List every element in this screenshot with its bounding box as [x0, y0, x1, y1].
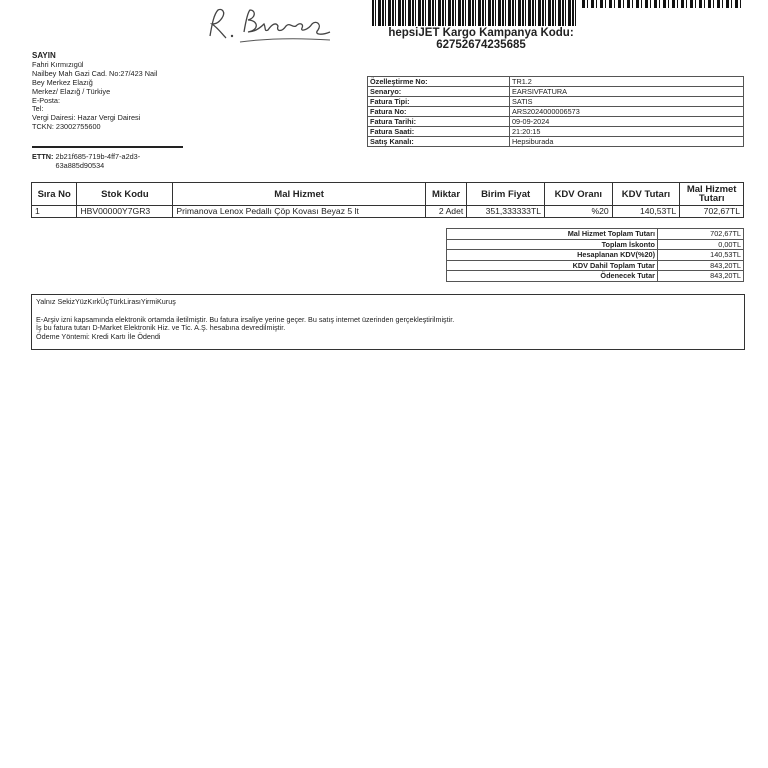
signature — [200, 2, 340, 50]
cell-miktar: 2 Adet — [425, 206, 466, 218]
meta-key: Fatura No: — [368, 107, 510, 117]
invoice-meta-table — [367, 76, 744, 147]
totals-table — [446, 228, 744, 282]
kargo-code: 62752674235685 — [436, 39, 526, 51]
table-row — [32, 206, 744, 218]
qr-code — [582, 0, 744, 8]
ettn — [32, 152, 140, 170]
meta-value: EARSIVFATURA — [510, 87, 744, 97]
buyer-email: E-Posta: — [32, 95, 60, 105]
col-kdv-tutari: KDV Tutarı — [612, 183, 680, 206]
col-sira-no: Sıra No — [32, 183, 77, 206]
items-header-row — [32, 183, 744, 206]
meta-value: 21:20:15 — [510, 127, 744, 137]
meta-row — [368, 137, 744, 147]
meta-row — [368, 97, 744, 107]
meta-key: Fatura Tipi: — [368, 97, 510, 107]
totals-row — [447, 229, 744, 240]
col-miktar: Miktar — [425, 183, 466, 206]
ettn-value-2: 63a885d90534 — [55, 161, 105, 170]
cell-mal-hizmet-tutari: 702,67TL — [680, 206, 744, 218]
kargo-title: hepsiJET Kargo Kampanya Kodu: — [388, 27, 574, 39]
totals-key: Toplam İskonto — [447, 239, 658, 250]
note-line-2: İş bu fatura tutarı D-Market Elektronik Hiz. ve Tic. A.Ş. hesabına devredilmiştir. — [36, 323, 286, 332]
cell-mal-hizmet: Primanova Lenox Pedallı Çöp Kovası Beyaz 5 lt — [173, 206, 425, 218]
meta-value: Hepsiburada — [510, 137, 744, 147]
col-kdv-orani: KDV Oranı — [545, 183, 613, 206]
kargo-campaign — [376, 27, 586, 51]
meta-key: Fatura Tarihi: — [368, 117, 510, 127]
totals-value: 702,67TL — [658, 229, 744, 240]
meta-key: Fatura Saati: — [368, 127, 510, 137]
meta-row — [368, 87, 744, 97]
buyer-tckn: TCKN: 23002755600 — [32, 122, 101, 132]
buyer-tax-office: Vergi Dairesi: Hazar Vergi Dairesi — [32, 113, 141, 123]
totals-key: Hesaplanan KDV(%20) — [447, 250, 658, 261]
col-mal-hizmet-tutari: Mal Hizmet Tutarı — [680, 183, 744, 206]
totals-key: Ödenecek Tutar — [447, 271, 658, 282]
note-line-3: Ödeme Yöntemi: Kredi Kartı İle Ödendi — [36, 331, 161, 341]
totals-row — [447, 250, 744, 261]
meta-row — [368, 127, 744, 137]
buyer-salutation: SAYIN — [32, 51, 56, 60]
totals-row — [447, 271, 744, 282]
totals-value: 843,20TL — [658, 271, 744, 282]
ettn-value-1: 2b21f685-719b-4ff7-a2d3- — [55, 152, 141, 161]
items-table — [31, 182, 744, 218]
totals-value: 0,00TL — [658, 239, 744, 250]
cell-kdv-orani: %20 — [545, 206, 613, 218]
meta-value: ARS2024000006573 — [510, 107, 744, 117]
buyer-tel: Tel: — [32, 104, 44, 114]
buyer-name: Fahri Kırmızıgül — [32, 59, 84, 69]
buyer-address-2: Bey Merkez Elazığ — [32, 77, 93, 87]
amount-in-words: Yalnız SekizYüzKırkÜçTürkLirasıYirmiKuruş — [36, 297, 176, 306]
divider — [32, 146, 183, 148]
meta-value: SATIS — [510, 97, 744, 107]
ettn-value — [56, 152, 141, 170]
meta-value: TR1.2 — [510, 77, 744, 87]
totals-row — [447, 239, 744, 250]
cell-stok-kodu: HBV00000Y7GR3 — [77, 206, 173, 218]
barcode — [372, 0, 578, 26]
meta-row — [368, 117, 744, 127]
totals-row — [447, 260, 744, 271]
col-mal-hizmet: Mal Hizmet — [173, 183, 425, 206]
totals-key: Mal Hizmet Toplam Tutarı — [447, 229, 658, 240]
cell-sira-no: 1 — [32, 206, 77, 218]
note-line-1: E-Arşiv izni kapsamında elektronik ortamda iletilmiştir. Bu fatura irsaliye yerine geçer. Bu satış internet üzerinden gerçekleştirilmiştir. — [36, 314, 455, 324]
cell-birim-fiyat: 351,333333TL — [467, 206, 545, 218]
totals-value: 140,53TL — [658, 250, 744, 261]
buyer-info — [32, 52, 192, 132]
meta-key: Senaryo: — [368, 87, 510, 97]
cell-kdv-tutari: 140,53TL — [612, 206, 680, 218]
totals-key: KDV Dahil Toplam Tutar — [447, 260, 658, 271]
col-stok-kodu: Stok Kodu — [77, 183, 173, 206]
notes-box — [31, 294, 745, 350]
meta-row — [368, 77, 744, 87]
buyer-address-1: Nailbey Mah Gazi Cad. No:27/423 Nail — [32, 68, 158, 78]
meta-key: Özelleştirme No: — [368, 77, 510, 87]
buyer-address-3: Merkez/ Elazığ / Türkiye — [32, 86, 111, 96]
meta-row — [368, 107, 744, 117]
meta-value: 09-09-2024 — [510, 117, 744, 127]
ettn-label: ETTN: — [32, 152, 54, 161]
meta-key: Satış Kanalı: — [368, 137, 510, 147]
col-birim-fiyat: Birim Fiyat — [467, 183, 545, 206]
totals-value: 843,20TL — [658, 260, 744, 271]
